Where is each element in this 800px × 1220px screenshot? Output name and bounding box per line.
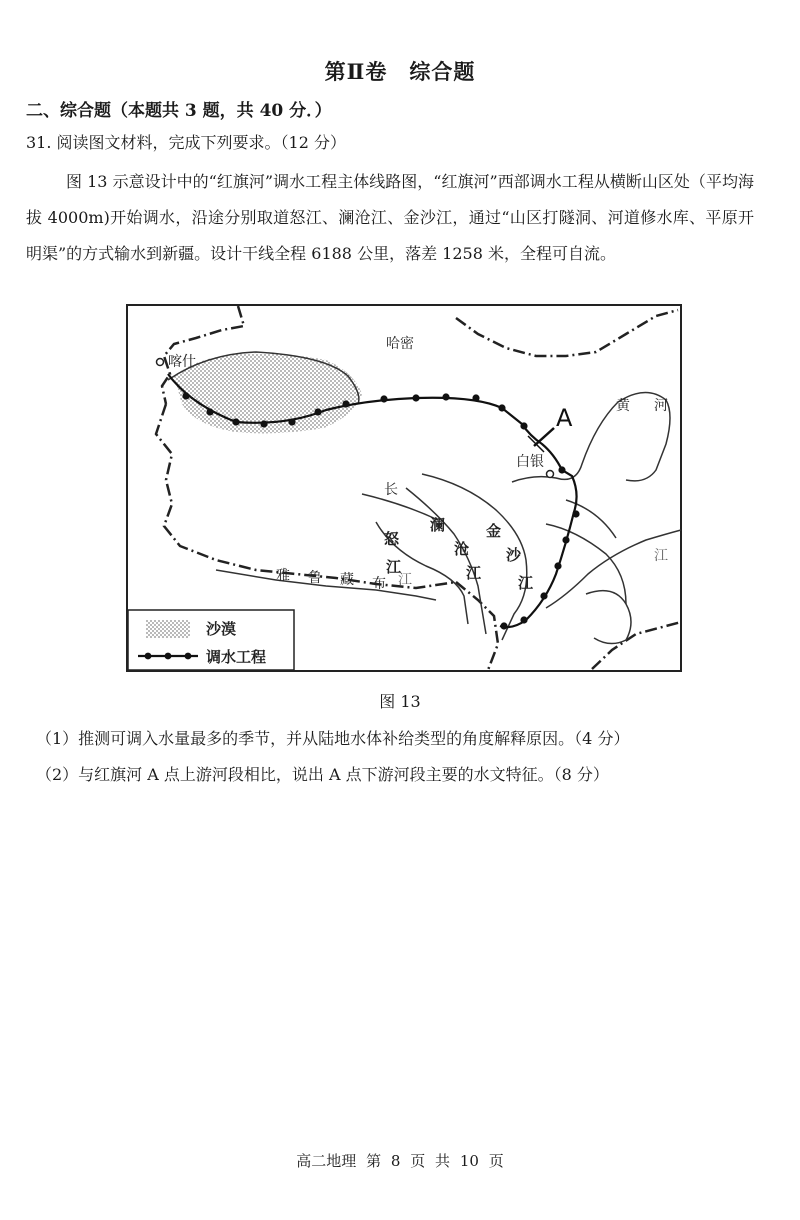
label-yjiang: 江 <box>398 572 412 588</box>
label-jiang-right: 江 <box>654 548 668 564</box>
label-kashi: 喀什 <box>168 354 196 370</box>
title-part1: 第Ⅱ卷 <box>324 59 388 84</box>
legend-desert-swatch <box>146 620 190 638</box>
footer-total-suffix: 页 <box>488 1152 504 1170</box>
label-jin-jiang: 江 <box>518 574 534 592</box>
map-figure <box>126 304 682 672</box>
label-baiyin: 白银 <box>516 454 544 470</box>
label-zang: 藏 <box>340 572 354 588</box>
baiyin-marker <box>547 471 554 478</box>
title-part2: 综合题 <box>409 59 476 84</box>
label-huang: 黄 <box>616 398 630 414</box>
label-cang: 沧 <box>454 540 470 558</box>
section-heading: 二、综合题（本题共 3 题，共 40 分．） <box>26 101 332 121</box>
map-legend <box>128 610 294 670</box>
question-number-line: 31. 阅读图文材料，完成下列要求。（12 分） <box>26 133 346 152</box>
page-footer <box>0 1150 800 1171</box>
label-he: 河 <box>654 398 668 414</box>
label-lan-jiang: 江 <box>466 564 482 582</box>
label-hami: 哈密 <box>386 336 414 352</box>
legend-desert-label: 沙漠 <box>206 620 237 638</box>
label-ya: 雅 <box>276 568 290 584</box>
sub-question-1: （1）推测可调入水量最多的季节，并从陆地水体补给类型的角度解释原因。（4 分） <box>36 729 630 748</box>
footer-total-prefix: 共 <box>435 1152 451 1170</box>
footer-page-mid: 页 <box>410 1152 426 1170</box>
legend-project-label: 调水工程 <box>206 648 267 666</box>
footer-subject: 高二地理 <box>296 1152 357 1170</box>
footer-page-no: 8 <box>390 1152 401 1170</box>
label-a: A <box>556 404 573 432</box>
label-jin: 金 <box>486 522 502 540</box>
label-lan: 澜 <box>430 516 446 534</box>
sub-question-2: （2）与红旗河 A 点上游河段相比，说出 A 点下游河段主要的水文特征。（8 分） <box>36 765 609 784</box>
footer-total-no: 10 <box>459 1152 479 1170</box>
label-bu: 布 <box>372 576 386 592</box>
footer-page-prefix: 第 <box>366 1152 382 1170</box>
label-lu: 鲁 <box>308 570 322 586</box>
label-nu-jiang: 江 <box>386 558 402 576</box>
figure-caption: 图 13 <box>379 692 421 711</box>
question-paragraph: 图 13 示意设计中的“红旗河”调水工程主体线路图，“红旗河”西部调水工程从横断山区处（平均海拔 4000m)开始调水，沿途分别取道怒江、澜沧江、金沙江，通过“山区打隧洞、河道修水库、平原开明渠”的方式输水到新疆。设计干线全程 6188 公里，落差 1258 米，全程可自流。 <box>26 172 754 263</box>
kashi-marker <box>157 359 164 366</box>
label-chang: 长 <box>384 482 398 498</box>
page-title <box>0 56 800 86</box>
label-nu: 怒 <box>384 530 400 548</box>
label-sha: 沙 <box>506 546 522 564</box>
